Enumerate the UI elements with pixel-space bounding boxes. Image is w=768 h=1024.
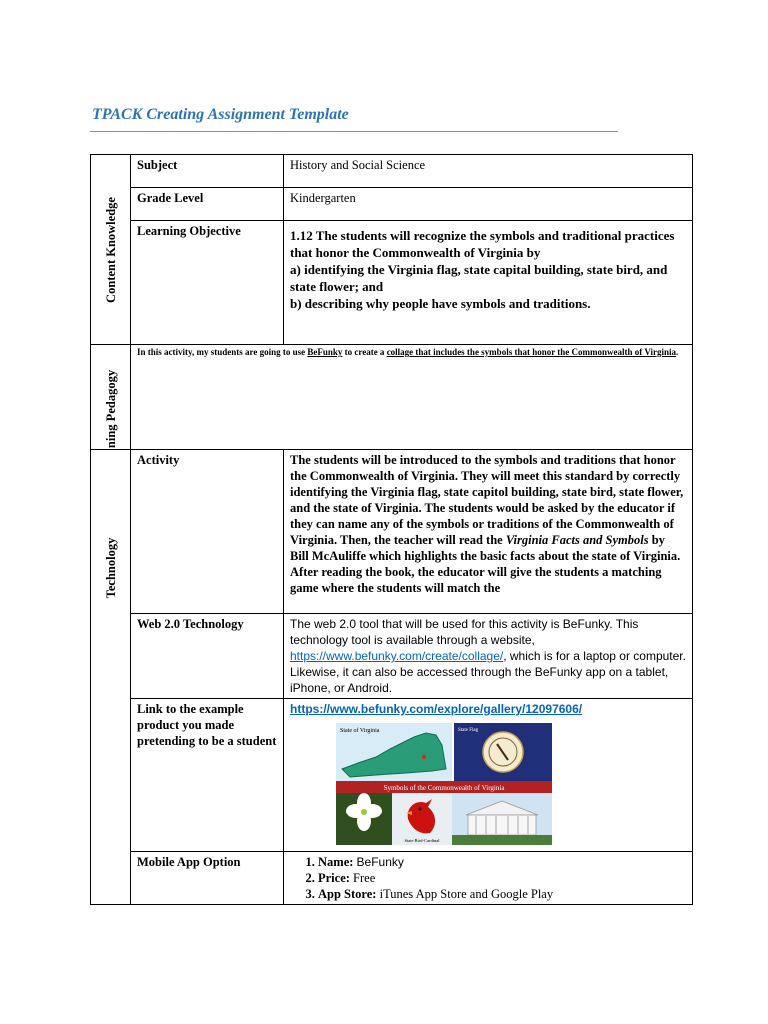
book-title: Virginia Facts and Symbols [505, 533, 649, 547]
capitol-lawn [452, 835, 552, 845]
app-price-value: Free [353, 871, 376, 885]
virginia-symbols-collage[interactable] [336, 723, 552, 845]
row-activity [91, 450, 693, 614]
example-product-value [284, 699, 693, 852]
app-name-key: Name: [318, 855, 354, 869]
list-item [318, 886, 686, 902]
activity-label: Activity [131, 450, 284, 614]
section-label-pedagogy: ning Pedagogy [103, 370, 118, 449]
objective-line: a) identifying the Virginia flag, state capital building, state bird, and state flower; and [290, 262, 668, 294]
capital-marker-icon [422, 755, 426, 759]
cardinal-eye [419, 808, 422, 811]
objective-line: b) describing why people have symbols and traditions. [290, 296, 591, 311]
row-mobile-app [91, 852, 693, 905]
row-subject [91, 155, 693, 188]
grade-level-label: Grade Level [131, 188, 284, 221]
pedagogy-end: . [676, 347, 679, 357]
grade-level-value: Kindergarten [284, 188, 693, 221]
web-technology-value [284, 614, 693, 699]
subject-value: History and Social Science [284, 155, 693, 188]
pedagogy-statement [131, 345, 693, 450]
capitol-building-icon [468, 815, 536, 835]
pedagogy-tool: BeFunky [307, 347, 343, 357]
app-store-key: App Store: [318, 887, 377, 901]
seal-caption: State Flag [458, 728, 479, 733]
row-grade-level [91, 188, 693, 221]
gallery-link[interactable]: https://www.befunky.com/explore/gallery/12097606/ [290, 702, 583, 716]
objective-line: 1.12 The students will recognize the symbols and traditional practices that honor the Commonwealth of Virginia by [290, 228, 675, 260]
map-caption: State of Virginia [340, 728, 380, 734]
mobile-app-value [284, 852, 693, 905]
title-underline [90, 131, 618, 132]
row-example-product [91, 699, 693, 852]
app-name-value: BeFunky [356, 855, 404, 869]
row-web-technology [91, 614, 693, 699]
document-title: TPACK Creating Assignment Template [92, 106, 349, 123]
app-store-value: iTunes App Store and Google Play [379, 887, 554, 901]
activity-text-part: The students will be introduced to the symbols and traditions that honor the Commonwealth of Virginia. They will meet this standard by correctly identifying the Virginia flag, state capitol building, state bird, state flower, and the state of Virginia. The students would be asked by the educator if they can name any of the symbols or traditions of the Commonwealth of Virginia. Then, the teacher will read the [290, 453, 684, 547]
section-label-content: Content Knowledge [103, 196, 118, 303]
web-technology-label: Web 2.0 Technology [131, 614, 284, 699]
pedagogy-text-2: to create a [344, 347, 385, 357]
section-technology [91, 450, 131, 905]
activity-value [284, 450, 693, 614]
activity-text-part: by Bill McAuliffe which highlights the basic facts about the state of Virginia. After reading the book, the educator will give the students a matching game where the students will match the [290, 533, 681, 595]
learning-objective-label: Learning Objective [131, 221, 284, 345]
collage-banner-text: Symbols of the Commonwealth of Virginia [383, 784, 505, 792]
example-product-label: Link to the example product you made pretending to be a student [131, 699, 284, 852]
section-label-technology: Technology [103, 537, 118, 599]
subject-label: Subject [131, 155, 284, 188]
learning-objective-value [284, 221, 693, 345]
mobile-app-list [290, 854, 686, 902]
dogwood-flower-icon [361, 809, 367, 815]
mobile-app-label: Mobile App Option [131, 852, 284, 905]
section-pedagogy [91, 345, 131, 450]
list-item [318, 870, 686, 886]
row-pedagogy [91, 345, 693, 450]
list-item [318, 854, 686, 870]
bird-caption: State Bird-Cardinal [404, 838, 440, 843]
web-text-2: , which is for a laptop or computer. Likewise, it can also be accessed through the BeFunky app on a tablet, iPhone, or Android. [290, 649, 686, 695]
tpack-table [90, 154, 693, 905]
pedagogy-product: collage that includes the symbols that honor the Commonwealth of Virginia [386, 347, 677, 357]
pedagogy-text-1: In this activity, my students are going to use [137, 347, 306, 357]
activity-text [290, 452, 686, 608]
app-price-key: Price: [318, 871, 350, 885]
row-learning-objective [91, 221, 693, 345]
befunky-collage-link[interactable]: https://www.befunky.com/create/collage/ [290, 649, 504, 663]
web-text-1: The web 2.0 tool that will be used for this activity is BeFunky. This technology tool is available through a website, [290, 617, 639, 647]
section-content-knowledge [91, 155, 131, 345]
